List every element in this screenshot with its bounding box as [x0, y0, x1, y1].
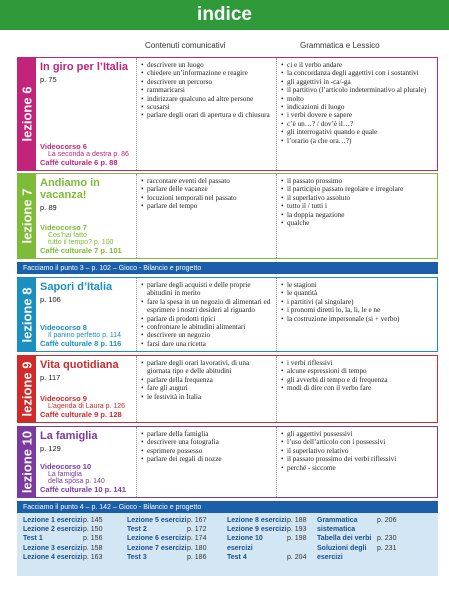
videocorso-subtitle: La famiglia [48, 471, 82, 478]
appendix-page: p. 193 [287, 526, 307, 534]
appendix-label: Lezione 8 esercizi [227, 517, 287, 524]
lesson-title[interactable]: In giro per l’Italia [40, 61, 129, 73]
list-item: • ci e il verbo andare [281, 61, 433, 69]
appendix-page: p. 167 [187, 517, 207, 524]
appendix-row[interactable] [317, 516, 396, 534]
list-item: • le festività in Italia [141, 393, 272, 401]
list-item: • i verbi dovere e sapere [281, 111, 433, 119]
appendix-label: Lezione 9 esercizi [227, 526, 287, 534]
video-box [40, 462, 136, 494]
list-item: • indirizzare qualcuno ad altre persone [141, 95, 272, 103]
lesson-page: p. 106 [40, 295, 61, 304]
list-item: • c’è un…? / dov’è il…? [281, 120, 433, 128]
appendix-label: Lezione 6 esercizi [127, 535, 187, 543]
lesson-page: p. 129 [40, 444, 61, 453]
appendix-row[interactable] [127, 534, 206, 543]
videocorso-subtitle: L’agenda di Laura p. 126 [48, 403, 126, 410]
lesson-10-block [17, 426, 438, 498]
appendix-page: p. 163 [83, 553, 103, 561]
videocorso-subtitle: Il panino perfetto p. 114 [48, 332, 122, 339]
videocorso-title[interactable]: Videocorso 8 [40, 323, 87, 332]
column-header-comunicativi: Contenuti comunicativi [145, 41, 226, 50]
list-item: • gli aggettivi in -ca/-ga [281, 78, 433, 86]
appendix-page: p. 156 [83, 535, 103, 543]
grammatica-lessico [276, 278, 437, 351]
lesson-tab-label: lezione 7 [19, 188, 35, 244]
list-item: • il passato prossimo [281, 177, 433, 185]
appendix-label: Lezione 5 esercizi [127, 517, 187, 524]
list-item: • scusarsi [141, 103, 272, 111]
appendix-row[interactable] [23, 544, 102, 553]
appendix-page: p. 230 [377, 535, 397, 543]
grammatica-lessico [276, 427, 437, 497]
lesson-title[interactable]: Andiamo in vacanza! [40, 177, 100, 201]
appendix-label: Lezione 4 esercizi [23, 553, 83, 561]
caffe-culturale[interactable]: Caffè culturale 10 p. 141 [40, 485, 126, 494]
contenuti-comunicativi [136, 278, 276, 351]
lesson-tab-label: lezione 8 [19, 287, 35, 342]
lesson-9-block [17, 355, 438, 423]
appendix-row[interactable] [127, 553, 206, 562]
list-item: • alcune espressioni di tempo [281, 367, 433, 375]
appendix-label: Lezione 3 esercizi [23, 544, 83, 552]
appendix-column [127, 516, 206, 562]
appendix-label: Test 4 [227, 553, 247, 561]
list-item: • la concordanza degli aggettivi con i sostantivi [281, 69, 433, 77]
list-item: • il partitivo (l’articolo indeterminativo al plurale) [281, 86, 433, 94]
appendix-row[interactable] [23, 516, 102, 525]
appendix-row[interactable] [227, 525, 306, 534]
video-box [40, 223, 136, 255]
lesson-8-block [17, 277, 438, 352]
list-item: • modi di dire con il verbo fare [281, 384, 433, 392]
appendix-page: p. 158 [83, 544, 103, 552]
list-item: • parlare della famiglia [141, 430, 272, 438]
lesson-tab-label: lezione 9 [19, 361, 35, 417]
column-header-grammatica: Grammatica e Lessico [300, 41, 380, 50]
list-item: • parlare della frequenza [141, 376, 272, 384]
appendix-page: p. 198 [287, 535, 307, 543]
caffe-culturale[interactable]: Caffè culturale 6 p. 88 [40, 158, 118, 167]
contenuti-comunicativi [136, 58, 276, 170]
grammatica-lessico [276, 174, 437, 258]
list-item: • fare gli auguri [141, 384, 272, 392]
list-item: • l’uso dell’articolo con i possessivi [281, 438, 433, 446]
appendix-row[interactable] [317, 534, 396, 543]
list-item: • il participio passato regolare e irregolare [281, 185, 433, 193]
appendix-page: p. 174 [187, 535, 207, 543]
title-bar [0, 0, 449, 30]
list-item: • le stagioni [281, 281, 433, 289]
column-headers [0, 34, 449, 56]
appendix-row[interactable] [227, 534, 306, 552]
list-item: • descrivere un luogo [141, 61, 272, 69]
appendix-page: p. 145 [83, 517, 103, 524]
appendix-label: Lezione 10 esercizi [227, 535, 263, 552]
videocorso-subtitle: Cos’hai fatto [48, 232, 87, 239]
caffe-culturale[interactable]: Caffè culturale 7 p. 101 [40, 246, 122, 255]
lesson-6-block [17, 57, 438, 171]
appendix-page: p. 204 [287, 553, 307, 561]
list-item: • parlare di prodotti tipici [141, 315, 272, 323]
lesson-info [36, 278, 136, 351]
list-item: • la costruzione impersonale (si + verbo) [281, 315, 433, 323]
list-item: • descrivere un negozio [141, 331, 272, 339]
appendix-box [17, 501, 438, 576]
grammatica-lessico [276, 58, 437, 170]
list-item: • rammaricarsi [141, 86, 272, 94]
appendix-row[interactable] [227, 553, 306, 562]
list-item: • i verbi riflessivi [281, 359, 433, 367]
contenuti-comunicativi [136, 174, 276, 258]
videocorso-subtitle: della sposa p. 140 [48, 478, 105, 485]
list-item: • confrontare le abitudini alimentari [141, 323, 272, 331]
list-item: • parlare dei regali di nozze [141, 455, 272, 463]
list-item: • gli interrogativi quando e quale [281, 128, 433, 136]
appendix-label: Soluzioni degli esercizi [317, 544, 367, 561]
appendix-page: p. 180 [187, 544, 207, 552]
list-item: • chiedere un’informazione e reagire [141, 69, 272, 77]
videocorso-title[interactable]: Videocorso 7 [40, 223, 87, 232]
appendix-row[interactable] [227, 516, 306, 525]
lesson-tab [18, 58, 36, 170]
appendix-row[interactable] [127, 525, 206, 534]
appendix-page: p. 150 [83, 526, 103, 534]
list-item: • molto [281, 95, 433, 103]
lesson-page: p. 117 [40, 373, 61, 382]
list-item: • parlare degli acquisti e delle proprie abitudini in merito [141, 281, 272, 298]
appendix-row[interactable] [23, 525, 102, 534]
facciamo-il-punto-4[interactable]: Facciamo il punto 4 – p. 142 – Gioco - Bilancio e progetto [17, 501, 438, 513]
appendix-label: Test 2 [127, 526, 147, 534]
list-item: • parlare delle vacanze [141, 185, 272, 193]
list-item: • descrivere un percorso [141, 78, 272, 86]
appendix-label: Test 1 [23, 535, 43, 543]
contenuti-comunicativi [136, 427, 276, 497]
appendix-row[interactable] [23, 534, 102, 543]
lesson-info [36, 356, 136, 422]
appendix-row[interactable] [127, 516, 206, 525]
appendix-page: p. 231 [377, 544, 397, 552]
appendix-row[interactable] [317, 544, 396, 562]
appendix-label: Lezione 1 esercizi [23, 517, 83, 524]
caffe-culturale[interactable]: Caffè culturale 8 p. 116 [40, 339, 122, 348]
list-item: • i partitivi (al singolare) [281, 298, 433, 306]
list-item: • descrivere una fotografia [141, 438, 272, 446]
appendix-row[interactable] [127, 544, 206, 553]
list-item: • tutto il / tutti i [281, 202, 433, 210]
video-box [40, 142, 136, 167]
list-item: • qualche [281, 219, 433, 227]
list-item: • farsi dare una ricetta [141, 340, 272, 348]
appendix-column [317, 516, 396, 562]
list-item: • perché - siccome [281, 464, 433, 472]
list-item: • parlare degli orari di apertura e di chiusura [141, 111, 272, 119]
list-item: • la doppia negazione [281, 211, 433, 219]
appendix-column [23, 516, 102, 562]
list-item: • parlare degli orari lavorativi, di una giornata tipo e delle abitudini [141, 359, 272, 376]
appendix-row[interactable] [23, 553, 102, 562]
contenuti-comunicativi [136, 356, 276, 422]
list-item: • locuzioni temporali nel passato [141, 194, 272, 202]
appendix-page: p. 206 [377, 517, 397, 524]
lesson-info [36, 427, 136, 497]
appendix-label: Grammatica sistematica [317, 517, 358, 534]
lesson-info [36, 58, 136, 170]
list-item: • fare la spesa in un negozio di alimentari ed esprimere i nostri desideri al riguardo [141, 298, 272, 315]
list-item: • l’orario (a che ora…?) [281, 137, 433, 145]
list-item: • il superlativo assoluto [281, 194, 433, 202]
appendix-page: p. 186 [187, 553, 207, 561]
caffe-culturale[interactable]: Caffè culturale 9 p. 128 [40, 410, 122, 419]
videocorso-title[interactable]: Videocorso 10 [40, 462, 92, 471]
videocorso-title[interactable]: Videocorso 9 [40, 394, 87, 403]
list-item: • il passato prossimo dei verbi riflessivi [281, 455, 433, 463]
grammatica-lessico [276, 356, 437, 422]
lesson-tab [18, 278, 36, 351]
list-item: • le quantità [281, 289, 433, 297]
appendix-label: Lezione 7 esercizi [127, 544, 187, 552]
list-item: • raccontare eventi del passato [141, 177, 272, 185]
list-item: • gli aggettivi possessivi [281, 430, 433, 438]
lesson-title[interactable]: La famiglia [40, 430, 98, 442]
videocorso-subtitle: La seconda a destra p. 86 [48, 151, 129, 158]
videocorso-title[interactable]: Videocorso 6 [40, 142, 87, 151]
appendix-page: p. 172 [187, 526, 207, 534]
appendix-label: Tabella dei verbi [317, 535, 372, 543]
lesson-title[interactable]: Vita quotidiana [40, 359, 119, 371]
lesson-tab-label: lezione 10 [19, 430, 35, 494]
appendix-label: Test 3 [127, 553, 147, 561]
list-item: • i pronomi diretti lo, la, li, le e ne [281, 306, 433, 314]
lesson-tab-label: lezione 6 [19, 86, 35, 142]
lesson-tab [18, 427, 36, 497]
list-item: • esprimere possesso [141, 447, 272, 455]
list-item: • il superlativo relativo [281, 447, 433, 455]
video-box [40, 394, 136, 419]
appendix-column [227, 516, 306, 562]
lesson-7-block [17, 173, 438, 259]
lesson-title[interactable]: Sapori d’Italia [40, 281, 113, 293]
appendix-page: p. 188 [287, 517, 307, 524]
videocorso-subtitle: tutto il tempo? p. 100 [48, 239, 114, 246]
lesson-page: p. 75 [40, 75, 57, 84]
facciamo-il-punto-3[interactable]: Facciamo il punto 3 – p. 102 – Gioco - Bilancio e progetto [17, 262, 438, 274]
lesson-tab [18, 174, 36, 258]
list-item: • indicazioni di luogo [281, 103, 433, 111]
lesson-page: p. 89 [40, 203, 57, 212]
list-item: • gli avverbi di tempo e di frequenza [281, 376, 433, 384]
list-item: • parlare del tempo [141, 202, 272, 210]
lesson-info [36, 174, 136, 258]
appendix-label: Lezione 2 esercizi [23, 526, 83, 534]
page-title: indice [197, 4, 252, 25]
video-box [40, 323, 136, 348]
lesson-tab [18, 356, 36, 422]
